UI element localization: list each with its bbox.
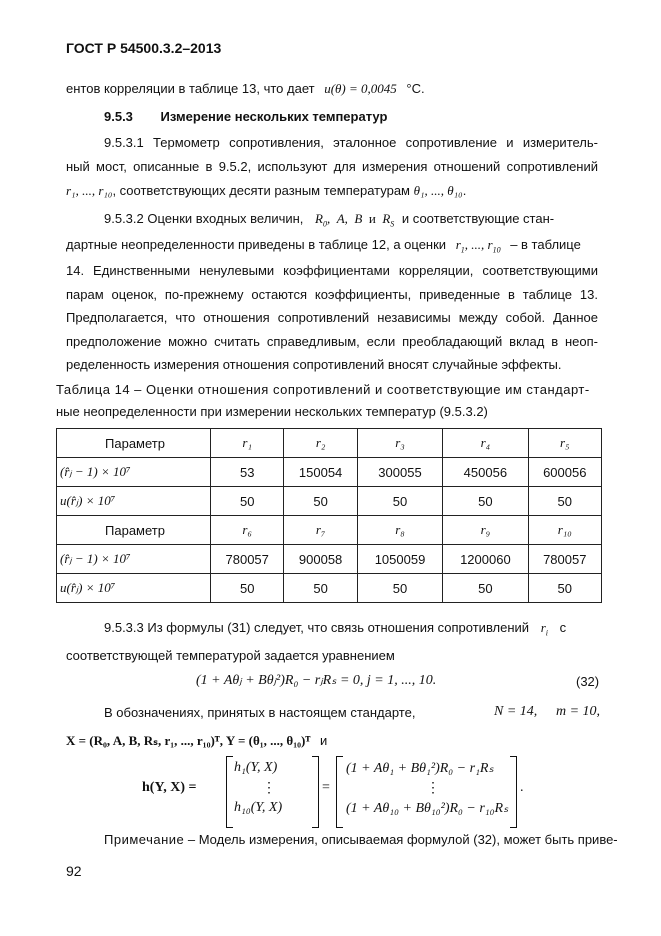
intro-line: [66, 80, 598, 98]
table-cell: 50: [443, 487, 528, 516]
p1-line1: 9.5.3.1 Термометр сопротивления, эталонное сопротивление и измеритель-: [104, 135, 598, 150]
table-row: [57, 574, 602, 603]
h-end: .: [520, 780, 524, 795]
p4-line1: В обозначениях, принятых в настоящем стандарте,: [104, 705, 416, 720]
table-cell: 780057: [211, 545, 284, 574]
p2-line5: Предполагается, что отношения сопротивлений независимы между собой. Данное: [66, 310, 598, 325]
p2-line4: парам оценок, по-прежнему остаются коэффициенты, приведенные в таблице 13.: [66, 287, 598, 302]
bracket-left-2: [336, 756, 343, 828]
table-cell: 1200060: [443, 545, 528, 574]
p3-line2: соответствующей температурой задается уравнением: [66, 648, 395, 663]
note-label: Примечание: [104, 832, 185, 847]
p2-line1-a: 9.5.3.2 Оценки входных величин,: [104, 211, 304, 226]
h-rhs-1: (1 + Aθ₁ + Bθ₁²)R₀ − r₁Rₛ: [346, 761, 494, 776]
h-vec-3: h₁₀(Y, X): [234, 800, 283, 815]
p2-line1: 9.5.3.2 Оценки входных величин, $R_0$, A, B и $R_S$ и соответствующие стан-: [104, 211, 555, 229]
row-label: u(r̂ⱼ) × 10⁷: [57, 574, 211, 603]
intro-unit: °C.: [406, 81, 425, 96]
col-header: r₄: [443, 429, 528, 458]
page-number: 92: [66, 863, 82, 879]
table-cell: 50: [211, 574, 284, 603]
table-cell: 450056: [443, 458, 528, 487]
table-cell: 1050059: [357, 545, 442, 574]
section-title: Измерение нескольких температур: [160, 109, 388, 124]
p2-line2-a: дартные неопределенности приведены в таблице 12, а оценки: [66, 237, 447, 252]
theta-range: θ₁, ..., θ₁₀: [413, 183, 463, 198]
p3-line1-a: 9.5.3.3 Из формулы (31) следует, что связь отношения сопротивлений: [104, 620, 530, 635]
col-header: r₆: [211, 516, 284, 545]
col-header: r₉: [443, 516, 528, 545]
m-equals: m = 10,: [556, 704, 601, 719]
table-caption-line1: Таблица 14 – Оценки отношения сопротивлений и соответствующие им стандарт-: [56, 382, 590, 397]
table-cell: 50: [211, 487, 284, 516]
p2-line1-b: и соответствующие стан-: [401, 211, 555, 226]
col-header: r₁₀: [528, 516, 601, 545]
col-header: r₁: [211, 429, 284, 458]
document-header: ГОСТ Р 54500.3.2–2013: [66, 40, 222, 56]
table-cell: 600056: [528, 458, 601, 487]
n-equals: N = 14,: [494, 704, 538, 719]
table-cell: 150054: [284, 458, 357, 487]
h-vec-1: h₁(Y, X): [234, 760, 278, 775]
table-cell: 53: [211, 458, 284, 487]
p1-line3-text: , соответствующих десяти разным температурам: [112, 183, 410, 198]
intro-text: ентов корреляции в таблице 13, что дает: [66, 81, 315, 96]
and-word: и: [319, 733, 328, 748]
p4-line2: [66, 732, 598, 750]
bracket-right-1: [312, 756, 319, 828]
intro-formula: u(θ) = 0,0045: [324, 81, 397, 96]
table-row: [57, 487, 602, 516]
table-caption-line2: ные неопределенности при измерении нескольких температур (9.5.3.2): [56, 404, 488, 419]
table-cell: 50: [443, 574, 528, 603]
equation-32: (1 + Aθⱼ + Bθⱼ²)R₀ − rⱼRₛ = 0, j = 1, ..., 10.: [196, 673, 437, 688]
section-heading: [104, 108, 387, 126]
col-header: r₃: [357, 429, 442, 458]
bracket-right-2: [510, 756, 517, 828]
p2-line7: ределенность измерения отношения сопротивлений вносят случайные эффекты.: [66, 357, 562, 372]
param-header: Параметр: [57, 516, 211, 545]
row-label: (r̂ⱼ − 1) × 10⁷: [57, 545, 211, 574]
table-cell: 300055: [357, 458, 442, 487]
note-line: [104, 831, 618, 849]
h-rhs-2: ⋮: [426, 781, 440, 796]
r-range: r₁, ..., r₁₀: [66, 183, 113, 198]
table-cell: 780057: [528, 545, 601, 574]
h-rhs-3: (1 + Aθ₁₀ + Bθ₁₀²)R₀ − r₁₀Rₛ: [346, 801, 509, 816]
param-header: Параметр: [57, 429, 211, 458]
table-cell: 900058: [284, 545, 357, 574]
table-header-row-2: [57, 516, 602, 545]
p2-line2: дартные неопределенности приведены в таблице 12, а оценки $r_1$, ..., $r_{10}$ – в таблице: [66, 237, 581, 255]
bracket-left-1: [226, 756, 233, 828]
h-vec-2: ⋮: [262, 781, 276, 796]
p3-line1: 9.5.3.3 Из формулы (31) следует, что связь отношения сопротивлений $r_i$ с: [104, 620, 567, 638]
table-cell: 50: [357, 574, 442, 603]
col-header: r₅: [528, 429, 601, 458]
p1-line3: [66, 182, 598, 200]
col-header: r₈: [357, 516, 442, 545]
section-number: 9.5.3: [104, 109, 133, 124]
table-row: [57, 458, 602, 487]
row-label: u(r̂ⱼ) × 10⁷: [57, 487, 211, 516]
row-label: (r̂ⱼ − 1) × 10⁷: [57, 458, 211, 487]
table-row: [57, 545, 602, 574]
p2-line6: предположение можно считать справедливым, если преобладающий вклад в неоп-: [66, 334, 598, 349]
p1-line2: ный мост, описанные в 9.5.2, используют для измерения отношений сопротивлений: [66, 159, 598, 174]
table-cell: 50: [357, 487, 442, 516]
p2-line2-b: – в таблице: [510, 237, 581, 252]
table-cell: 50: [528, 574, 601, 603]
table-cell: 50: [284, 487, 357, 516]
equals-sign: =: [322, 780, 330, 795]
equation-number: (32): [576, 674, 600, 689]
col-header: r₂: [284, 429, 357, 458]
col-header: r₇: [284, 516, 357, 545]
table-cell: 50: [284, 574, 357, 603]
x-y-definition: X = (R₀, A, B, Rₛ, r₁, ..., r₁₀)ᵀ, Y = (θ₁, ..., θ₁₀)ᵀ: [66, 733, 311, 748]
table-cell: 50: [528, 487, 601, 516]
p2-line3: 14. Единственными ненулевыми коэффициентами корреляции, соответствующими: [66, 263, 598, 278]
p3-line1-b: с: [559, 620, 567, 635]
table-header-row-1: [57, 429, 602, 458]
note-text: – Модель измерения, описываемая формулой (32), может быть приве-: [184, 832, 618, 847]
table-14: [56, 428, 602, 603]
h-lhs: h(Y, X) =: [142, 780, 197, 795]
p1-line3-end: .: [462, 183, 467, 198]
